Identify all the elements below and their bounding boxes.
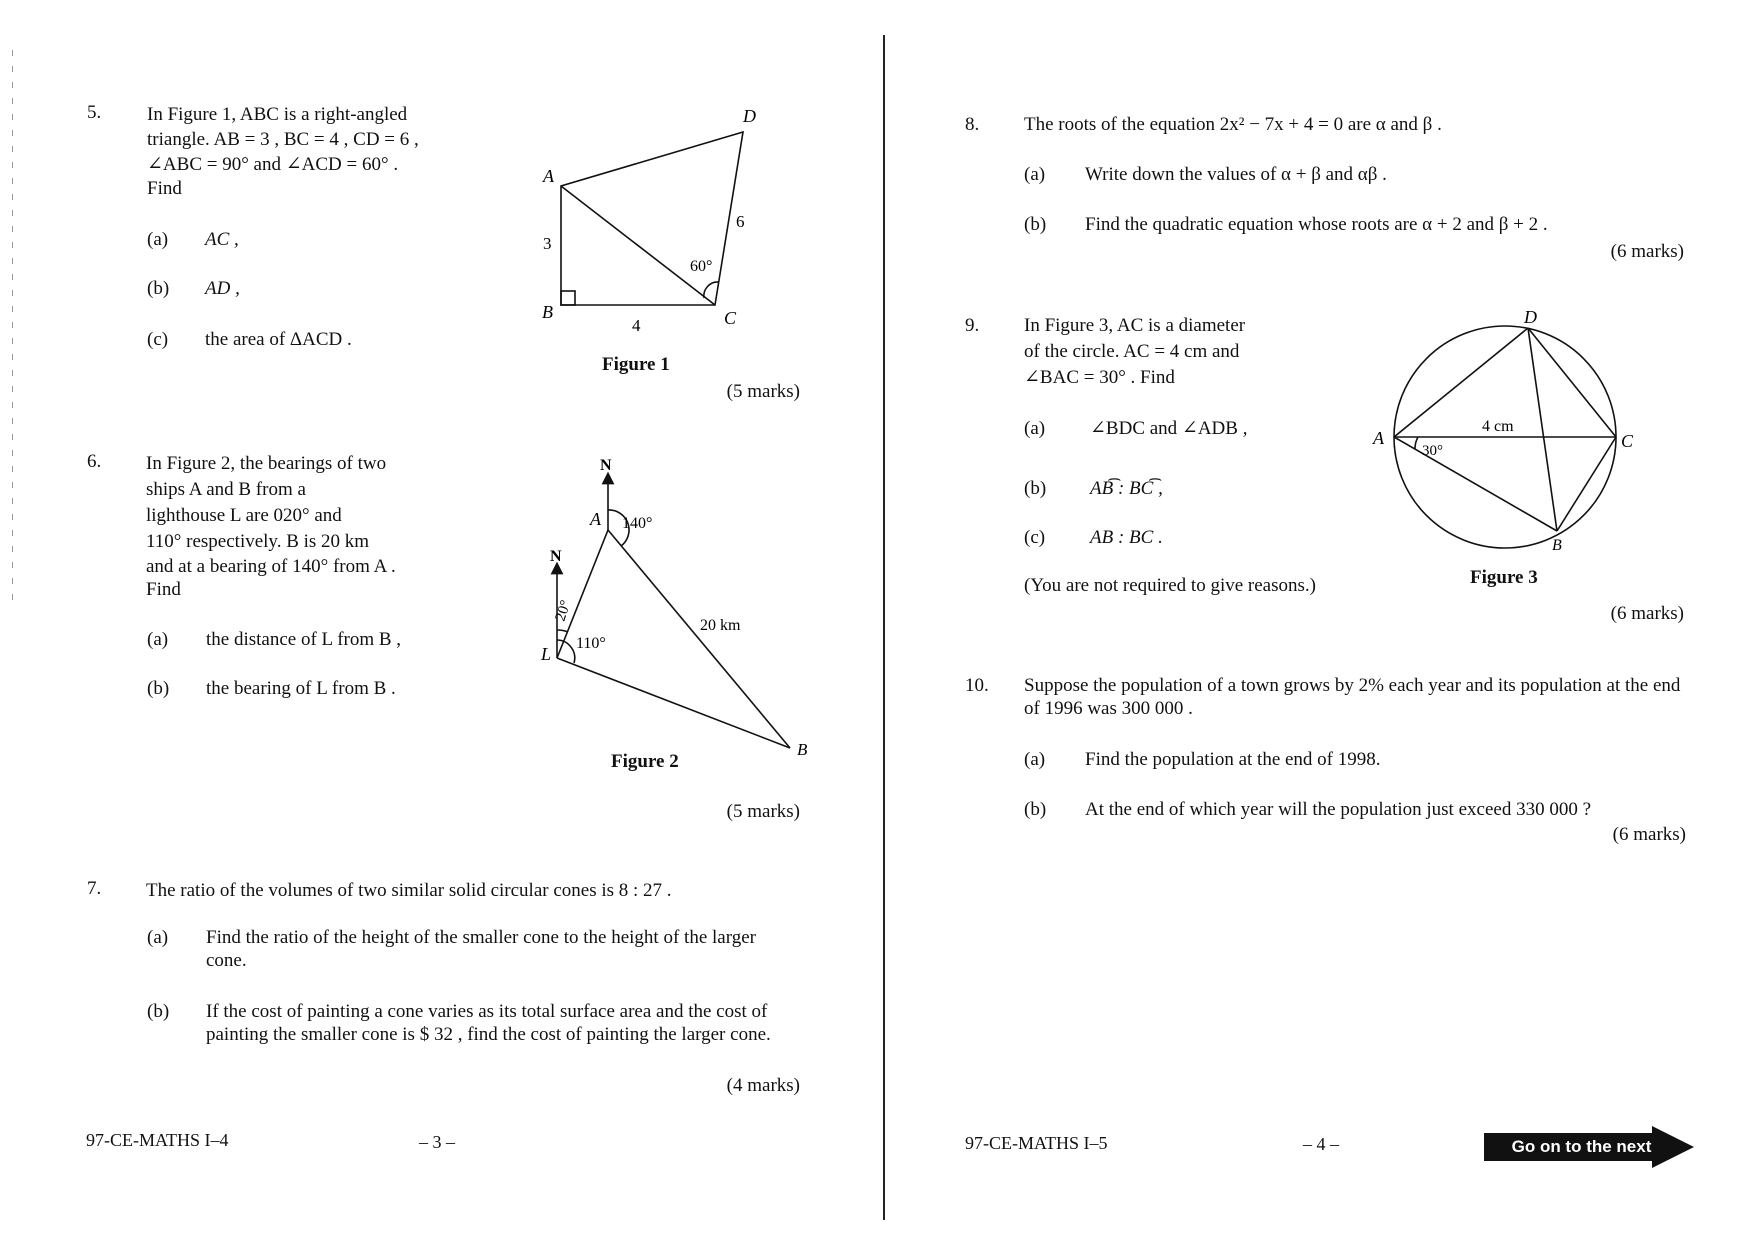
figure-caption: Figure 2 [611,751,679,772]
stem-line: Find [147,178,182,199]
north-label: N [550,548,562,565]
point-label: A [590,509,601,529]
part-text: the area of ΔACD . [205,329,352,350]
part-label: (a) [1024,164,1046,185]
note: (You are not required to give reasons.) [1024,575,1316,596]
part-text: AB : BC . [1090,527,1163,548]
scan-edge [12,50,13,610]
part-label: (a) [147,229,169,250]
stem-line: In Figure 3, AC is a diameter [1024,315,1246,336]
part-label: (a) [147,927,169,948]
part-label: (a) [1024,749,1046,770]
part-text: ∠BDC and ∠ADB , [1090,418,1248,439]
question-number: 5. [87,102,102,123]
stem-line: ∠ABC = 90° and ∠ACD = 60° . [147,154,399,175]
next-page-label: Go on to the next page [1511,1137,1652,1177]
stem: The roots of the equation 2x² − 7x + 4 = 0 are α and β . [1024,114,1442,135]
part-label: (b) [147,278,170,299]
vertex-label: B [542,302,553,322]
stem-line: lighthouse L are 020° and [146,505,342,526]
stem-line: triangle. AB = 3 , BC = 4 , CD = 6 , [147,129,419,150]
angle-label: 30° [1422,443,1443,459]
point-label: C [1621,431,1634,451]
marks: (5 marks) [726,801,800,822]
question-number: 10. [965,675,989,696]
part-text: Find the population at the end of 1998. [1085,749,1381,770]
stem: The ratio of the volumes of two similar solid circular cones is 8 : 27 . [146,880,672,901]
part-label: (c) [147,329,169,350]
marks: (6 marks) [1610,603,1684,624]
stem-line: Find [146,579,181,600]
part-text: Find the quadratic equation whose roots are α + 2 and β + 2 . [1085,214,1548,235]
part-label: (a) [147,629,169,650]
part-text: AB͡ : BC͡ , [1090,478,1163,499]
north-label: N [600,457,612,474]
part-label: (b) [147,678,170,699]
figure-caption: Figure 1 [602,354,670,375]
stem-line: ∠BAC = 30° . Find [1024,367,1175,388]
question-number: 8. [965,114,980,135]
distance-label: 20 km [700,617,741,634]
part-text: At the end of which year will the population just exceed 330 000 ? [1085,799,1592,820]
footer-code: 97-CE-MATHS I–4 [86,1130,229,1150]
stem-line: ships A and B from a [146,479,306,500]
part-label: (b) [1024,799,1047,820]
part-label: (b) [1024,478,1047,499]
part-text: AC , [205,229,239,250]
marks: (5 marks) [726,381,800,402]
angle-label: 110° [576,635,606,652]
marks: (6 marks) [1610,241,1684,262]
point-label: D [1524,307,1537,327]
vertex-label: C [724,308,737,328]
footer-code: 97-CE-MATHS I–5 [965,1133,1108,1153]
stem-line: and at a bearing of 140° from A . [146,556,396,577]
vertex-label: A [543,166,554,186]
page-number: – 4 – [1303,1134,1339,1154]
question-number: 7. [87,878,102,899]
part-label: (b) [147,1001,170,1022]
angle-label: 140° [622,515,653,532]
part-text: the bearing of L from B . [206,678,396,699]
figure-1-diagram [530,105,780,335]
side-label: 3 [543,234,552,253]
side-label: 6 [736,212,745,231]
stem-line: In Figure 1, ABC is a right-angled [147,104,408,125]
part-label: (a) [1024,418,1046,439]
question-number: 6. [87,451,102,472]
part-text: Write down the values of α + β and αβ . [1085,164,1387,185]
figure-caption: Figure 3 [1470,567,1538,588]
page-number: – 3 – [419,1132,455,1152]
stem-line: 110° respectively. B is 20 km [146,531,370,552]
point-label: B [1552,537,1562,554]
vertex-label: D [743,106,756,126]
angle-label: 20° [552,598,575,624]
marks: (4 marks) [726,1075,800,1096]
part-text: Find the ratio of the height of the smaller cone to the height of the larger cone. [206,927,756,972]
part-text: the distance of L from B , [206,629,402,650]
figure-3-diagram [1370,305,1640,565]
length-label: 4 cm [1482,418,1514,435]
question-number: 9. [965,315,980,336]
stem: Suppose the population of a town grows by 2% each year and its population at the end of 1996 was 300 000 . [1024,675,1681,720]
part-text: If the cost of painting a cone varies as its total surface area and the cost of painting the smaller cone is $ 32 , find the cost of painting the larger cone. [206,1001,771,1046]
stem-line: In Figure 2, the bearings of two [146,453,387,474]
part-label: (b) [1024,214,1047,235]
angle-label: 60° [690,258,713,275]
stem-line: of the circle. AC = 4 cm and [1024,341,1240,362]
marks: (6 marks) [1612,824,1686,845]
point-label: A [1373,428,1384,448]
point-label: L [541,644,552,664]
point-label: B [797,740,808,759]
page-gutter [883,35,885,1220]
part-label: (c) [1024,527,1046,548]
part-text: AD , [205,278,240,299]
figure-2-diagram [530,450,820,775]
side-label: 4 [632,316,641,335]
